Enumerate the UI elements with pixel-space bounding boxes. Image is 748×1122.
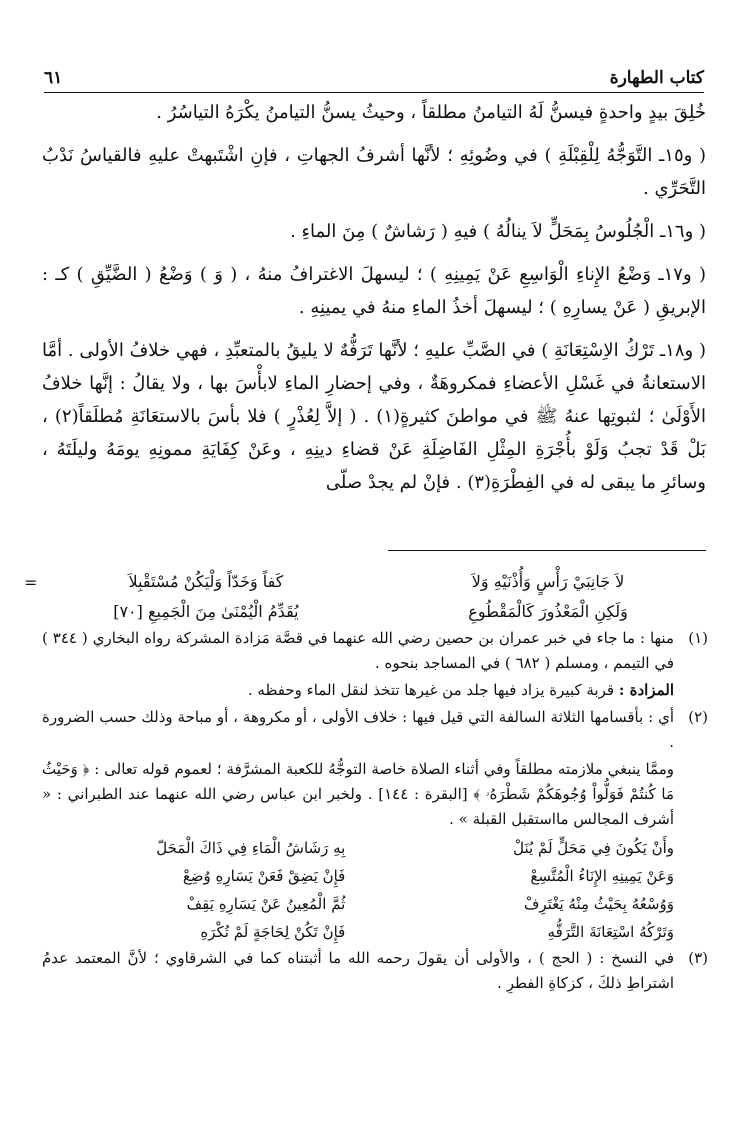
main-paragraph: خُلِقَ بيدٍ واحدةٍ فيسنُّ لَهُ التيامنُ مطلقاً ، وحيثُ يسنُّ التيامنُ يكْرَهُ التياسُرُ . — [156, 102, 706, 123]
page-number: ٦١ — [44, 68, 63, 88]
note-text: قربة كبيرة يزاد فيها جلد من غيرها تتخذ لنقل الماء وحفظه . — [247, 681, 615, 699]
main-text — [42, 96, 706, 509]
footnote-2 — [42, 705, 708, 946]
verse-hemistich: لاَ جَانِبَيْ رَأْسٍ وَأُذْنَيْهِ وَلاَ — [471, 571, 625, 591]
book-title: كتاب الطهارة — [609, 68, 704, 88]
verse-hemistich: فَإِنْ تَكُنْ لِحَاجَةٍ لَمْ تُكْرَهِ — [200, 922, 346, 941]
verse-hemistich: كَفاً وَخَدّاً وَلْيَكُنْ مُسْتَقْبِلاَ — [128, 571, 284, 591]
footnote-body — [42, 705, 674, 946]
footnote-paragraph: أي : بأقسامها الثلاثة السالفة التي قيل فيها : خلاف الأولى ، أو مكروهة ، أو مباحة وذلك حسب الضرورة . — [42, 708, 674, 751]
footnote-number: (٣) — [688, 949, 708, 967]
main-paragraph: ( و١٧ـ وَضْعُ الإِناءِ الْوَاسِعِ عَنْ يَمِينِهِ ) ؛ ليسهلَ الاغترافُ منهُ ، ( وَ ) وَضْعُ ( الضَّيِّقِ ) كـ : الإبريقِ ( عَنْ يسارِهِ ) ؛ ليسهلَ أخذُ الماءِ منهُ في يمينِهِ . — [42, 264, 707, 318]
footnote-note — [42, 678, 674, 703]
main-paragraph: ( و١٥ـ التَّوَجُّهُ لِلْقِبْلَةِ ) في وضُوئِهِ ؛ لأنَّها أشرفُ الجهاتِ ، فإنِ اشْتَبهتْ عليهِ فالقياسُ نَدْبُ التَّحَرِّي . — [42, 145, 706, 199]
verse-hemistich: فَإِنْ يَضِقْ فَعَنْ يَسَارِهِ وُضِعْ — [182, 866, 346, 885]
continuation-mark: = — [24, 573, 38, 592]
footnote-paragraph: في النسخ : ( الحج ) ، والأولى أن يقولَ رحمه الله ما أثبتناه كما في الشرقاوي ؛ لأنَّ المعتمد عدمُ اشتراطِ ذلكَ ، كزكاةِ الفطرِ . — [42, 949, 674, 992]
footnote-number: (٢) — [688, 708, 708, 726]
running-header — [44, 58, 704, 88]
footnote-1 — [42, 626, 708, 705]
verse-hemistich: ثُمَّ الْمُعِينُ عَنْ يَسَارِهِ يَقِفْ — [186, 894, 346, 913]
main-paragraph: ( و١٨ـ تَرْكُ الاِسْتِعَانَةِ ) في الصَّبِّ عليهِ ؛ لأنَّها تَرَفُّهٌ لا يليقُ بالمتعبِّدِ ، فهي خلافُ الأولى . أمَّا الاستعانةُ في غَسْلِ الأعضاءِ فمكروهَةٌ ، وفي إحضارِ الماءِ لابأْسَ بها ، ولا يقالُ : إنَّها خلافُ الأَوْلَىٰ ؛ لثبوتِها عنهُ ﷺ في مواطنَ كثيرةٍ(١) . ( إلاَّ لِعُذْرٍ ) فلا بأسَ بالاستعَانَةِ مُطلَقاً(٢) ، بَلْ قَدْ تجبُ وَلَوْ بأُجْرَةِ المِثْلِ الفَاضِلَةِ عَنْ قضاءِ دينِهِ ، وعَنْ كِفَايَةِ ممونِهِ يومَهُ وليلَتَهُ ، وسائرِ ما يبقى له في الفِطْرَةِ(٣) . فإنْ لم يجدْ صلّى — [42, 340, 706, 493]
verse-line — [42, 890, 674, 918]
verse-hemistich: بِهِ رَشَاشُ الْمَاءِ فِي ذَاكَ الْمَحَلّ — [156, 838, 346, 857]
footnotes — [42, 626, 708, 998]
continued-verses — [48, 566, 706, 626]
footnote-separator — [388, 550, 706, 551]
note-label: المزادة : — [618, 681, 674, 699]
verse-hemistich: وَوُسْعُهُ بِحَيْثُ مِنْهُ يَغْتَرِفْ — [523, 894, 674, 913]
footnote-number: (١) — [688, 629, 708, 647]
footnote-paragraph: منها : ما جاء في خبر عمران بن حصين رضي الله عنهما في قصَّة مَزادة المشركة رواه البخاري ( ٣٤٤ ) في التيمم ، ومسلم ( ٦٨٢ ) في المساجد بنحوه . — [42, 629, 674, 672]
verse-hemistich: وَلَكِنِ الْمَعْذُورَ كَالْمَقْطُوعِ — [468, 601, 628, 621]
verse-line — [42, 918, 674, 946]
main-paragraph: ( و١٦ـ الْجُلُوسُ بِمَحَلٍّ لاَ ينالُهُ ) فيهِ ( رَشاشٌ ) مِنَ الماءِ . — [290, 221, 706, 242]
verse-hemistich: وأَنْ يَكُونَ فِي مَحَلٍّ لَمْ يُنَلْ — [513, 838, 674, 857]
verse-line — [48, 566, 706, 596]
footnote-body — [42, 946, 674, 998]
verse-line — [42, 862, 674, 890]
footnote-verses — [42, 834, 674, 946]
verse-line — [42, 834, 674, 862]
verse-hemistich: وَتَرْكُهُ اسْتِعَانَةَ التَّرَفُّهِ — [547, 922, 674, 941]
footnote-paragraph: وممَّا ينبغي ملازمته مطلقاً وفي أثناء الصلاة خاصة التوجُّهُ للكعبة المشرَّفة ؛ لعموم قوله تعالى : ﴿ وَحَيْثُ مَا كُنتُمْ فَوَلُّواْ وُجُوهَكُمْ شَطْرَهُۥ ﴾ [البقرة : ١٤٤] . ولخبر ابن عباس رضي الله عنهما عند الطبراني : « أشرف المجالس مااستقبل القبلة » . — [42, 760, 674, 828]
footnote-3 — [42, 946, 708, 998]
footnote-body — [42, 626, 674, 705]
verse-hemistich: وَعَنْ يَمِينِهِ الإِنَاءُ الْمُتَّسِعْ — [530, 866, 674, 885]
verse-hemistich: يُقَدِّمُ الْيُمْنَىٰ مِنَ الْجَمِيعِ [٧٠] — [113, 601, 299, 621]
verse-line — [48, 596, 706, 626]
header-rule — [44, 92, 704, 93]
